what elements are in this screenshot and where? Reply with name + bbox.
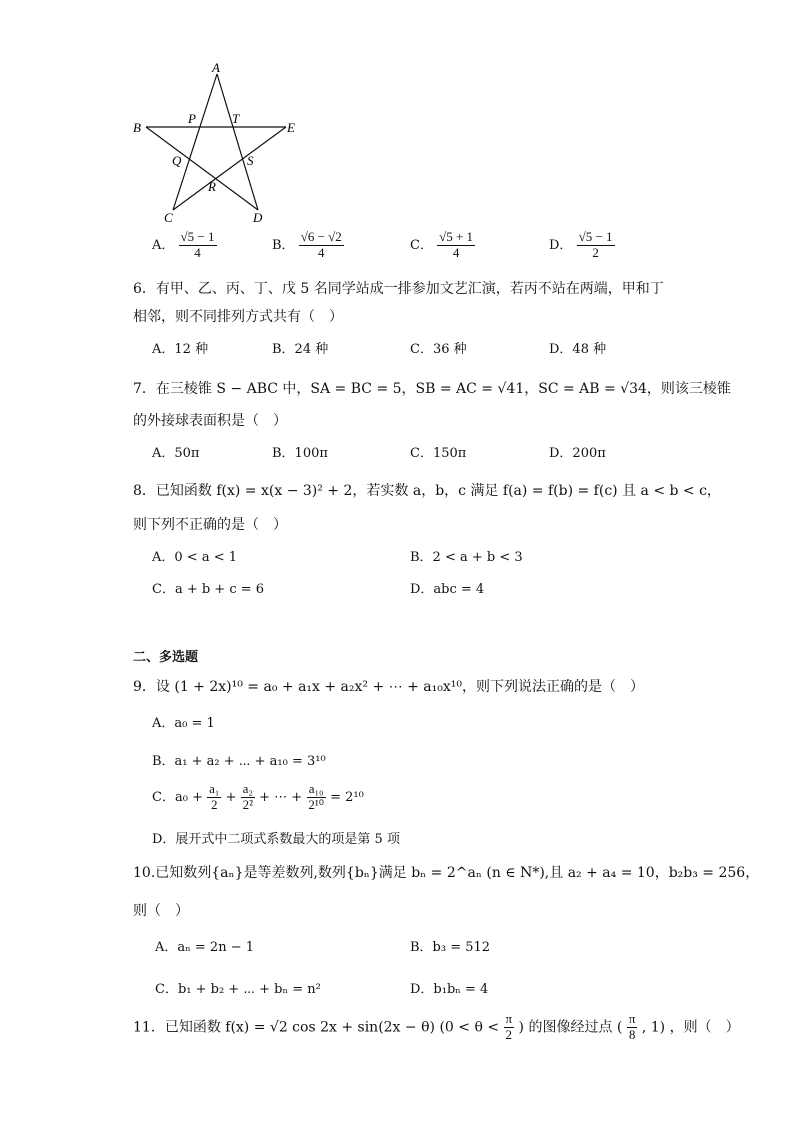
q5-option-d[interactable]: D． $\frac{√5 - 1}{2}$ [549, 229, 613, 260]
label-D: D [253, 210, 263, 225]
label-S: S [247, 153, 254, 168]
q9-stem: 9．设 (1 + 2x)¹⁰ = a₀ + a₁x + a₂x² + ⋯ + a₁₀x¹⁰，则下列说法正确的是（ ） [133, 679, 644, 695]
q7-option-c[interactable]: C．150π [410, 446, 467, 461]
edge-BD [146, 127, 258, 210]
q6-stem-line2: 相邻，则不同排列方式共有（ ） [133, 309, 343, 325]
q6-option-d[interactable]: D．48 种 [549, 342, 607, 357]
q6-option-b[interactable]: B．24 种 [272, 342, 329, 357]
q7-stem-line2: 的外接球表面积是（ ） [133, 413, 287, 429]
q6-option-c[interactable]: C．36 种 [410, 342, 467, 357]
q10-stem-line2: 则（ ） [133, 903, 189, 919]
label-R: R [208, 179, 216, 194]
label-A: A [212, 60, 220, 75]
label-E: E [287, 120, 295, 135]
label-C: C [164, 210, 173, 225]
q5-option-b[interactable]: B． $\frac{√6 - √2}{4}$ [272, 229, 342, 260]
label-P: P [188, 111, 196, 126]
q7-option-a[interactable]: A．50π [152, 446, 200, 461]
q9-option-d[interactable]: D．展开式中二项式系数最大的项是第 5 项 [152, 832, 400, 847]
q10-option-b[interactable]: B．b₃ = 512 [410, 940, 491, 955]
q8-option-a[interactable]: A．0 < a < 1 [152, 550, 237, 565]
q10-option-c[interactable]: C．b₁ + b₂ + ⋯ + bₙ = n² [155, 982, 321, 997]
label-Q: Q [172, 153, 182, 168]
q10-option-d[interactable]: D．b₁bₙ = 4 [410, 982, 489, 997]
q8-option-c[interactable]: C．a + b + c = 6 [152, 582, 265, 597]
q10-option-a[interactable]: A．aₙ = 2n − 1 [155, 940, 254, 955]
q6-stem-line1: 6．有甲、乙、丙、丁、戊 5 名同学站成一排参加文艺汇演，若丙不站在两端，甲和丁 [133, 281, 664, 297]
label-T: T [232, 111, 240, 126]
q10-stem-line1: 10.已知数列{aₙ}是等差数列,数列{bₙ}满足 bₙ = 2^aₙ (n ∈ N*),且 a₂ + a₄ = 10，b₂b₃ = 256， [133, 865, 760, 881]
edge-AD [217, 74, 258, 210]
q8-stem-line1: 8．已知函数 f(x) = x(x − 3)² + 2，若实数 a，b，c 满足 f(a) = f(b) = f(c) 且 a < b < c， [133, 483, 721, 499]
edge-EC [173, 127, 286, 210]
q7-option-b[interactable]: B．100π [272, 446, 328, 461]
q7-option-d[interactable]: D．200π [549, 446, 606, 461]
q8-stem-line2: 则下列不正确的是（ ） [133, 517, 287, 533]
q11-stem: 11．已知函数 f(x) = √2 cos 2x + sin(2x − θ) (0 < θ < $\frac{\pi}{2}$ ) 的图像经过点 ( $\frac{\pi}{8}$ , 1) ，则（ ） [133, 1011, 740, 1042]
label-B: B [133, 120, 141, 135]
q9-option-a[interactable]: A．a₀ = 1 [152, 716, 215, 731]
q6-option-a[interactable]: A．12 种 [152, 342, 209, 357]
q9-option-c[interactable]: C．a₀ + $\frac{\text{a₁}}{2}$ + $\frac{\text{a₂}}{\text{2²}}$ + ⋯ + $\frac{\text{a₁₀}}{\text{2¹⁰}}$ = 2¹⁰ [152, 781, 364, 812]
q5-option-a[interactable]: A． $\frac{√5 - 1}{4}$ [152, 229, 215, 260]
q7-stem-line1: 7．在三棱锥 S − ABC 中，SA = BC = 5，SB = AC = √41，SC = AB = √34，则该三棱锥 [133, 381, 731, 397]
q8-option-d[interactable]: D．abc = 4 [410, 582, 485, 597]
q8-option-b[interactable]: B．2 < a + b < 3 [410, 550, 523, 565]
q9-option-b[interactable]: B．a₁ + a₂ + ⋯ + a₁₀ = 3¹⁰ [152, 754, 326, 769]
pentagram-figure [130, 60, 305, 230]
section-title-multiple-choice: 二、多选题 [133, 650, 199, 665]
q5-option-c[interactable]: C． $\frac{√5 + 1}{4}$ [410, 229, 474, 260]
